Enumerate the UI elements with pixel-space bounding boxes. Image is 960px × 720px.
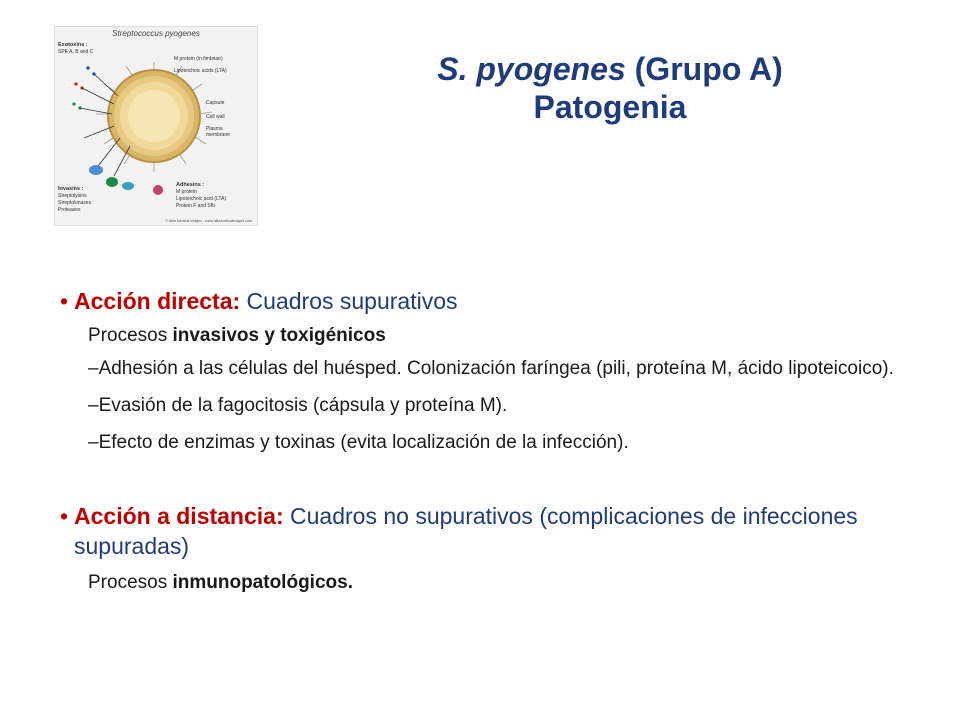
invasin-item: Streptolysins xyxy=(58,193,87,199)
phagocytosis-line: –Evasión de la fagocitosis (cápsula y proteína M). xyxy=(88,395,508,416)
invasin-item: Proteases xyxy=(58,207,81,213)
slide-title xyxy=(360,50,860,126)
bullet-dot: • xyxy=(60,503,69,529)
invasin-item: Streptokinases xyxy=(58,200,92,206)
label-plasma: Plasma xyxy=(206,126,223,132)
distance-processes xyxy=(40,571,920,595)
distance-processes-prefix: Procesos xyxy=(88,572,173,593)
title-organism: S. pyogenes xyxy=(437,51,626,87)
label-capsule: Capsule xyxy=(206,100,225,106)
label-membrane: membrane xyxy=(206,132,230,138)
slide-body xyxy=(40,286,920,595)
bullet-dot: • xyxy=(60,288,69,314)
exotoxins-items: SPE A, B and C xyxy=(58,49,94,55)
adhesin-item: Lipoteichoic acid (LTA) xyxy=(176,196,227,202)
title-group: (Grupo A) xyxy=(625,51,783,87)
invasins-label: Invasins : xyxy=(58,186,84,192)
direct-action-heading: Acción directa: xyxy=(74,288,241,314)
adhesion-line: –Adhesión a las células del huésped. Colonización faríngea (pili, proteína M, ácido lipoteicoico). xyxy=(88,358,894,379)
adhesin-item: Protein F and Sfb xyxy=(176,203,215,209)
label-m-protein: M protein (in fimbriae) xyxy=(174,56,223,62)
title-subtitle: Patogenia xyxy=(533,89,687,125)
bullet-direct-action xyxy=(40,286,920,316)
adhesin-item: M protein xyxy=(176,189,197,195)
direct-action-heading-rest: Cuadros supurativos xyxy=(240,288,458,314)
exotoxins-label: Exotoxins : xyxy=(58,42,88,48)
enzymes-line: –Efecto de enzimas y toxinas (evita localización de la infección). xyxy=(88,432,629,453)
bacterium-diagram xyxy=(54,26,258,226)
adhesins-label: Adhesins : xyxy=(176,182,205,188)
diagram-copyright: © Alila Medical Images - www.alilamedicalimages.com xyxy=(165,219,252,223)
diagram-header: Streptococcus pyogenes xyxy=(112,29,200,38)
direct-processes-prefix: Procesos xyxy=(88,325,173,346)
distance-action-heading-rest: Cuadros no supurativos (complicaciones de infecciones supuradas) xyxy=(74,503,858,559)
direct-processes-bold: invasivos y toxigénicos xyxy=(172,325,386,346)
distance-processes-bold: inmunopatológicos. xyxy=(172,572,353,593)
label-lta: Lipoteichoic acids (LTA) xyxy=(174,68,227,74)
label-cell-wall: Cell wall xyxy=(206,114,225,120)
direct-processes xyxy=(40,324,920,348)
distance-action-heading: Acción a distancia: xyxy=(74,503,284,529)
bullet-distance-action xyxy=(40,501,920,561)
